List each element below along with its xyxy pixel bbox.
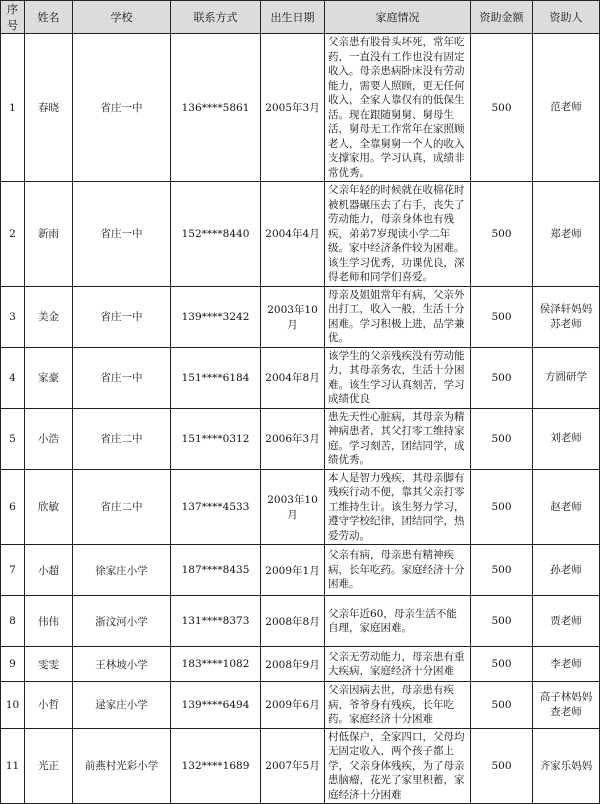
cell-phone: 187****8435 <box>171 545 261 596</box>
cell-birth: 2005年3月 <box>261 34 325 182</box>
cell-amount: 500 <box>471 286 533 347</box>
cell-birth: 2003年10月 <box>261 286 325 347</box>
cell-helper: 齐家乐妈妈 <box>533 728 600 804</box>
cell-name: 雯雯 <box>25 647 73 682</box>
cell-helper: 孙老师 <box>533 545 600 596</box>
cell-birth: 2007年5月 <box>261 728 325 804</box>
cell-no: 9 <box>1 647 25 682</box>
cell-phone: 151****6184 <box>171 347 261 408</box>
cell-school: 前燕村光彩小学 <box>73 728 171 804</box>
cell-family: 父亲年轻的时候就在收棉花时被机器碾压去了右手，丧失了劳动能力，母亲身体也有残疾，弟弟7岁现读小学二年级。家中经济条件较为困难。该生学习优秀，功课优良，深得老师和同学们喜爱。 <box>325 182 471 287</box>
cell-school: 徐家庄小学 <box>73 545 171 596</box>
cell-no: 4 <box>1 347 25 408</box>
cell-birth: 2006年3月 <box>261 408 325 469</box>
cell-amount: 500 <box>471 34 533 182</box>
cell-helper: 刘老师 <box>533 408 600 469</box>
cell-amount: 500 <box>471 596 533 647</box>
cell-no: 8 <box>1 596 25 647</box>
cell-amount: 500 <box>471 408 533 469</box>
cell-phone: 137****4533 <box>171 469 261 545</box>
cell-phone: 132****1689 <box>171 728 261 804</box>
header-birth: 出生日期 <box>261 1 325 34</box>
table-row <box>1 596 600 647</box>
cell-family: 该学生的父亲残疾没有劳动能力，其母亲务农，生活十分困难。该生学习认真刻苦，学习成绩优良 <box>325 347 471 408</box>
cell-birth: 2004年8月 <box>261 347 325 408</box>
table-row <box>1 728 600 804</box>
cell-no: 6 <box>1 469 25 545</box>
cell-birth: 2008年8月 <box>261 596 325 647</box>
table-row <box>1 34 600 182</box>
table-row <box>1 545 600 596</box>
header-amount: 资助金额 <box>471 1 533 34</box>
cell-birth: 2009年6月 <box>261 682 325 729</box>
cell-school: 浙汶河小学 <box>73 596 171 647</box>
table-header-row <box>1 1 600 34</box>
cell-phone: 139****3242 <box>171 286 261 347</box>
cell-no: 11 <box>1 728 25 804</box>
cell-phone: 183****1082 <box>171 647 261 682</box>
table-row <box>1 682 600 729</box>
cell-school: 省庄一中 <box>73 286 171 347</box>
cell-name: 美金 <box>25 286 73 347</box>
cell-birth: 2004年4月 <box>261 182 325 287</box>
cell-birth: 2009年1月 <box>261 545 325 596</box>
cell-name: 小浩 <box>25 408 73 469</box>
cell-phone: 152****8440 <box>171 182 261 287</box>
cell-no: 1 <box>1 34 25 182</box>
cell-family: 本人是智力残疾，其母亲脚有残疾行动不便，靠其父亲打零工维持生计。该生努力学习，遵守学校纪律，团结同学，热爱劳动。 <box>325 469 471 545</box>
cell-name: 小哲 <box>25 682 73 729</box>
cell-name: 新雨 <box>25 182 73 287</box>
table-row <box>1 647 600 682</box>
table-row <box>1 182 600 287</box>
cell-school: 王林坡小学 <box>73 647 171 682</box>
cell-amount: 500 <box>471 347 533 408</box>
cell-birth: 2008年9月 <box>261 647 325 682</box>
cell-family: 村低保户，全家四口，父母均无固定收入，两个孩子都上学，父亲身体残疾，为了母亲患脑瘤，花光了家里积蓄，家庭经济十分困难 <box>325 728 471 804</box>
cell-school: 省庄二中 <box>73 408 171 469</box>
header-name: 姓名 <box>25 1 73 34</box>
header-family: 家庭情况 <box>325 1 471 34</box>
cell-school: 省庄一中 <box>73 34 171 182</box>
cell-school: 省庄一中 <box>73 347 171 408</box>
cell-amount: 500 <box>471 469 533 545</box>
cell-family: 父亲因病去世，母亲患有疾病，爷爷身有残疾，长年吃药。家庭经济十分困难 <box>325 682 471 729</box>
cell-amount: 500 <box>471 647 533 682</box>
cell-helper: 侯泽轩妈妈 苏老师 <box>533 286 600 347</box>
table-row <box>1 469 600 545</box>
cell-name: 春晓 <box>25 34 73 182</box>
cell-helper: 方圆研学 <box>533 347 600 408</box>
cell-school: 省庄二中 <box>73 469 171 545</box>
cell-amount: 500 <box>471 728 533 804</box>
cell-helper: 高子林妈妈 查老师 <box>533 682 600 729</box>
cell-amount: 500 <box>471 682 533 729</box>
cell-helper: 赵老师 <box>533 469 600 545</box>
cell-helper: 郑老师 <box>533 182 600 287</box>
header-helper: 资助人 <box>533 1 600 34</box>
cell-phone: 136****5861 <box>171 34 261 182</box>
cell-name: 伟伟 <box>25 596 73 647</box>
cell-name: 家豪 <box>25 347 73 408</box>
cell-no: 2 <box>1 182 25 287</box>
cell-family: 父亲患有股骨头坏死，常年吃药，一直没有工作也没有固定收入。母亲患病卧床没有劳动能力，需要人照顾，更无任何收入，全家人靠仅有的低保生活。现在跟随舅舅、舅母生活，舅母无工作常年在家照顾老人，全靠舅舅一个人的收入支撑家用。学习认真，成绩非常优秀。 <box>325 34 471 182</box>
cell-name: 小超 <box>25 545 73 596</box>
cell-phone: 131****8373 <box>171 596 261 647</box>
table-row <box>1 408 600 469</box>
header-phone: 联系方式 <box>171 1 261 34</box>
table-row <box>1 286 600 347</box>
cell-amount: 500 <box>471 545 533 596</box>
cell-no: 3 <box>1 286 25 347</box>
cell-no: 7 <box>1 545 25 596</box>
cell-family: 患先天性心脏病，其母亲为精神病患者，其父打零工维持家庭。学习刻苦，团结同学，成绩优秀。 <box>325 408 471 469</box>
cell-helper: 范老师 <box>533 34 600 182</box>
cell-phone: 139****6494 <box>171 682 261 729</box>
cell-school: 逯家庄小学 <box>73 682 171 729</box>
header-school: 学校 <box>73 1 171 34</box>
header-no: 序号 <box>1 1 25 34</box>
cell-family: 父亲有病，母亲患有精神疾病，长年吃药。家庭经济十分困难。 <box>325 545 471 596</box>
cell-school: 省庄一中 <box>73 182 171 287</box>
cell-no: 10 <box>1 682 25 729</box>
cell-family: 父亲无劳动能力，母亲患有重大疾病，家庭经济十分困难 <box>325 647 471 682</box>
cell-phone: 151****0312 <box>171 408 261 469</box>
cell-name: 光正 <box>25 728 73 804</box>
cell-family: 母亲及姐姐常年有病，父亲外出打工，收入一般，生活十分困难。学习积极上进，品学兼优。 <box>325 286 471 347</box>
cell-birth: 2003年10月 <box>261 469 325 545</box>
cell-helper: 李老师 <box>533 647 600 682</box>
cell-amount: 500 <box>471 182 533 287</box>
cell-family: 父亲年近60，母亲生活不能自理，家庭困难。 <box>325 596 471 647</box>
cell-no: 5 <box>1 408 25 469</box>
table-row <box>1 347 600 408</box>
cell-name: 欣敏 <box>25 469 73 545</box>
cell-helper: 贾老师 <box>533 596 600 647</box>
